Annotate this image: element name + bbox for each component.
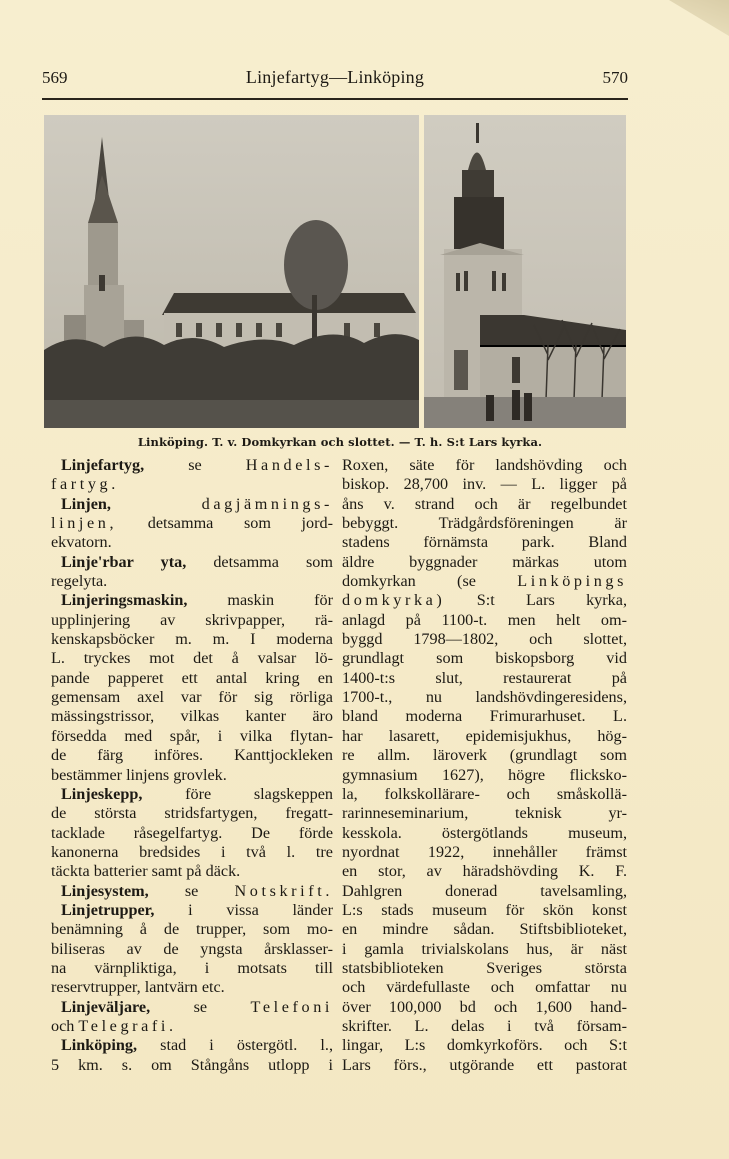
body-text: maskin för [187,591,333,610]
body-text: en stor, av häradshövding K. F. [342,862,627,881]
body-text: i gamla trivialskolans hus, är näst [342,939,627,958]
body-text: före slagskeppen [142,784,333,803]
body-text: rarinneseminarium, teknisk yr- [342,804,627,823]
text-line [342,901,627,920]
text-line [51,862,333,881]
text-line [51,572,333,591]
body-text: Roxen, säte för landshövding och [342,456,627,474]
page-number-right: 570 [602,68,628,87]
body-text: upplinjering av skrivpapper, rä- [51,610,333,629]
headword: Linköping, [61,1036,138,1055]
body-text: kesskola. östergötlands museum, [342,823,627,842]
body-text: S:t Lars kyrka, [445,591,627,610]
body-text: en mindre sådan. Stiftsbiblioteket, [342,920,627,939]
headword: Linjeskepp, [61,784,143,803]
body-text: åns v. strand och är regelbundet [342,494,627,513]
page-header [42,66,628,100]
body-text: bestämmer linjens grovlek. [51,765,227,784]
cross-reference: Linköpings [517,572,627,591]
headword: Linjefartyg, [61,456,145,474]
photo-st-lars-kyrka [424,115,626,428]
text-line [342,707,627,726]
body-text: grundlagt som biskopsborg vid [342,649,627,668]
body-text: 5 km. s. om Stångåns utlopp i [51,1055,333,1074]
body-text: detsamma som [186,552,333,571]
body-text: bebyggt. Trädgårdsföreningen är [342,514,627,533]
body-text: och värdefullaste och omfattar nu [342,978,627,997]
cross-reference: Handels- [245,456,333,474]
text-line [342,940,627,959]
text-line [342,766,627,785]
text-line [51,591,333,610]
body-text: de färg införes. Kanttjockleken [51,746,333,765]
text-line [51,959,333,978]
cross-reference: Notskrift. [234,881,333,900]
text-line [342,514,627,533]
body-text: statsbiblioteken Sveriges största [342,958,627,977]
body-text: detsamma som jord- [117,514,333,533]
cross-reference: domkyrka) [342,591,446,610]
body-text: 1400-t:s slut, restaurerat på [342,668,627,687]
body-text: biskop. 28,700 inv. — L. ligger på [342,475,627,494]
cross-reference: Telefoni [250,997,333,1016]
text-line [342,669,627,688]
body-text: gymnasium 1627), högre flicksko- [342,765,627,784]
text-line [51,1017,333,1036]
body-text: se [144,456,246,474]
body-text: L. tryckes mot det å valsar lö- [51,649,333,668]
body-text: skrifter. L. delas i två försam- [342,1016,627,1035]
figure-caption: Linköping. T. v. Domkyrkan och slottet. — T. h. S:t Lars kyrka. [137,435,543,449]
body-text: anlagd på 1100-t. men helt om- [342,610,627,629]
body-text: stad i östergötl. l., [137,1036,333,1055]
text-line [342,475,627,494]
text-line [51,630,333,649]
body-text: har lasarett, epidemisjukhus, hög- [342,726,627,745]
text-line [342,688,627,707]
text-line [342,882,627,901]
text-line [342,978,627,997]
text-line [51,843,333,862]
text-line [51,495,333,514]
text-line [342,785,627,804]
text-line [51,746,333,765]
body-text [111,495,202,513]
text-line [51,824,333,843]
body-text: täckta batterier samt på däck. [51,862,241,881]
headword: Linjeväljare, [61,997,151,1016]
body-text: re allm. läroverk (grundlagt som [342,746,627,765]
text-line [51,669,333,688]
headword: Linjesystem, [61,881,149,900]
text-line [51,1056,333,1075]
body-text: gemensam axel var för sig rörliga [51,688,333,707]
text-line [51,727,333,746]
text-line [51,901,333,920]
headword: Linje'rbar yta, [61,552,187,571]
text-line [342,533,627,552]
text-line [51,707,333,726]
body-text: se [150,997,251,1016]
body-text: byggd 1798—1802, och slottet, [342,630,627,649]
text-line [342,1017,627,1036]
body-text: reservtrupper, lantvärn etc. [51,978,225,997]
body-text: försedda med spår, i vilka flytan- [51,726,333,745]
left-column [51,456,333,1075]
text-line [51,514,333,533]
cross-reference: Telegrafi. [78,1016,177,1035]
text-line [342,611,627,630]
body-text: kanonerna bredsides i två l. tre [51,842,333,861]
headword: Linjeringsmaskin, [61,591,188,610]
text-line [51,978,333,997]
body-text: bland moderna Frimurarhuset. L. [342,707,627,726]
text-line [51,998,333,1017]
body-text: domkyrkan (se [342,572,518,591]
text-line [51,1036,333,1055]
text-line [342,456,627,475]
text-line [51,649,333,668]
headword: Linjen, [61,494,111,513]
text-line [51,456,333,475]
body-text: kenskapsböcker m. m. I moderna [51,630,333,649]
text-line [51,688,333,707]
text-line [51,553,333,572]
text-line [342,591,627,610]
headword: Linjetrupper, [61,900,155,919]
body-text: äldre byggnader märkas utom [342,552,627,571]
text-line [342,824,627,843]
text-line [51,940,333,959]
right-column [342,456,627,1075]
text-line [342,553,627,572]
text-line [342,804,627,823]
text-line [51,611,333,630]
text-line [342,1036,627,1055]
text-line [51,920,333,939]
text-line [342,630,627,649]
body-text: L:s stads museum för skön konst [342,900,627,919]
body-text: na värnpliktiga, i motsats till [51,958,333,977]
text-line [51,533,333,552]
text-line [342,572,627,591]
text-line [51,804,333,823]
text-line [342,959,627,978]
text-line [51,475,333,494]
text-line [342,920,627,939]
body-text: pande papperet ett antal kring en [51,668,333,687]
body-text: och [51,1016,79,1035]
body-text: Lars förs., utgörande ett pastorat [342,1055,627,1074]
body-text: Dahlgren donerad tavelsamling, [342,881,627,900]
photo-domkyrkan-och-slottet [44,115,419,428]
text-line [51,785,333,804]
text-line [51,766,333,785]
body-text: tacklade råsegelfartyg. De förde [51,823,333,842]
body-text: regelyta. [51,572,108,591]
body-text: benämning å de trupper, som mo- [51,920,333,939]
text-line [342,727,627,746]
cross-reference: fartyg. [51,475,119,494]
body-text: se [148,881,235,900]
body-text: stadens förnämsta park. Bland [342,533,627,552]
body-text: ekvatorn. [51,533,112,552]
text-line [342,862,627,881]
text-line [342,1056,627,1075]
text-line [342,495,627,514]
text-line [51,882,333,901]
text-line [342,998,627,1017]
cross-reference: linjen, [51,514,118,533]
body-text: i vissa länder [154,900,333,919]
body-text: mässingstrissor, vilkas kanter äro [51,707,333,726]
body-text: över 100,000 bd och 1,600 hand- [342,997,627,1016]
page-number-left: 569 [42,68,68,87]
running-title: Linjefartyg—Linköping [245,67,425,87]
text-line [342,843,627,862]
text-line [342,746,627,765]
body-text: lingar, L:s domkyrkoförs. och S:t [342,1036,627,1055]
body-text: 1700-t., nu landshövdingeresidens, [342,688,627,707]
body-text: nyordnat 1922, innehåller främst [342,842,627,861]
cross-reference: dagjämnings- [201,494,333,513]
body-text: biliseras av de yngsta årsklasser- [51,939,333,958]
text-line [342,649,627,668]
body-text: de största stridsfartygen, fregatt- [51,804,333,823]
body-text: la, folkskollärare- och småskollä- [342,784,627,803]
